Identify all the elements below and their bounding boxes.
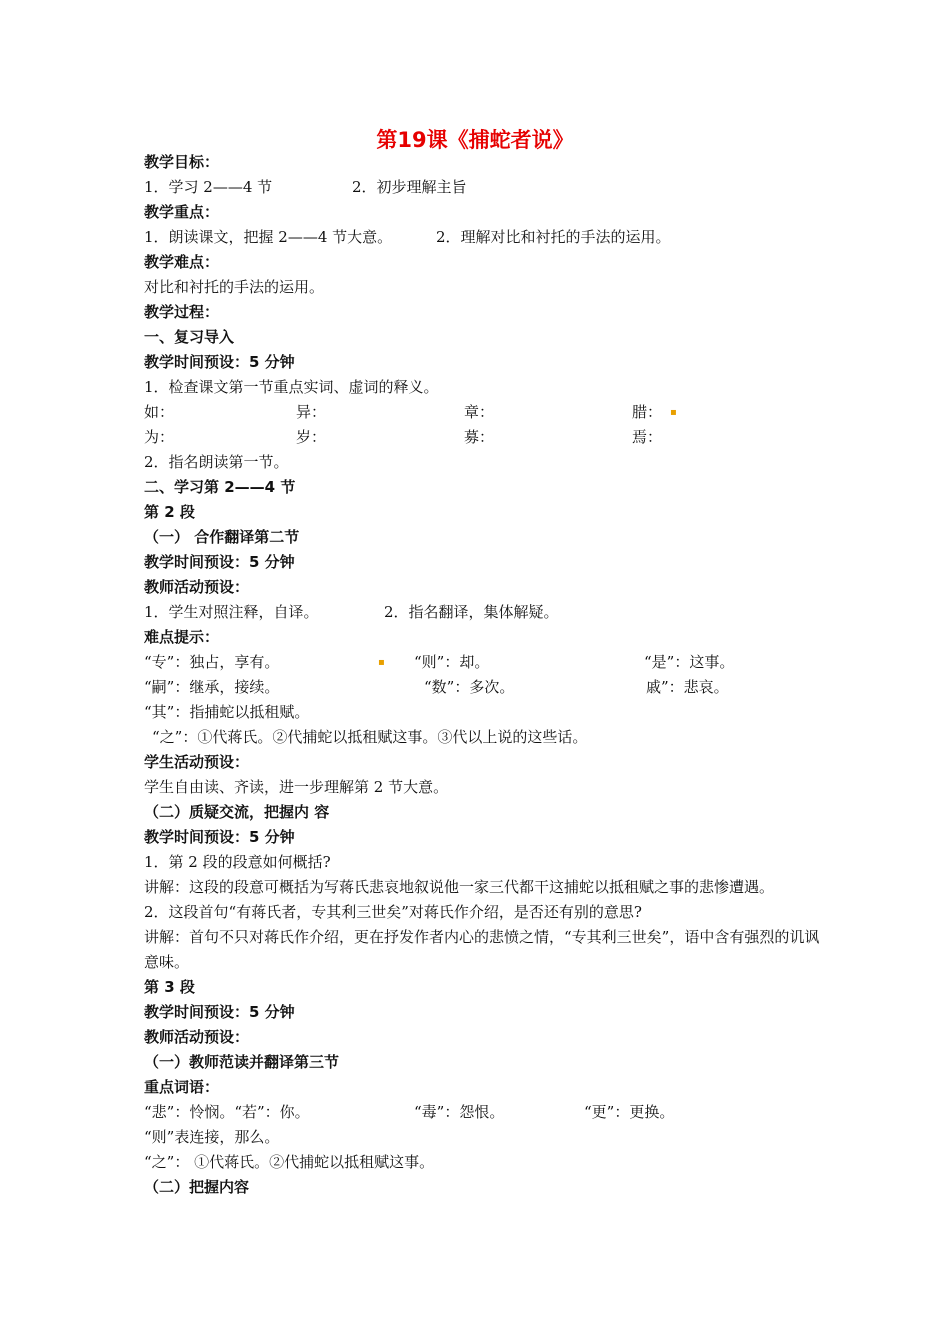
- hint-item: 戚”：悲哀。: [646, 678, 729, 696]
- hint-row-1: [144, 650, 824, 675]
- key-points-row: [144, 225, 824, 250]
- subheading: （一） 合作翻译第二节: [144, 528, 300, 546]
- paragraph-line: 1．检查课文第一节重点实词、虚词的释义。: [144, 378, 439, 396]
- hint-row-2: [144, 675, 824, 700]
- subheading: 第 2 段: [144, 503, 195, 521]
- section-review: 一、复习导入: [144, 328, 235, 346]
- paragraph-line: 2．指名朗读第一节。: [144, 453, 289, 471]
- hint-item: “专”：独占，享有。: [144, 653, 280, 671]
- vocab-item: 异：: [296, 403, 327, 421]
- key-point-2: 2．理解对比和衬托的手法的运用。: [436, 228, 671, 246]
- time-preset: 教学时间预设：5 分钟: [144, 553, 295, 571]
- key-words-row: [144, 1100, 824, 1125]
- document-body: [144, 150, 824, 1200]
- objective-2: 2．初步理解主旨: [352, 178, 467, 196]
- heading-key-points: 教学重点：: [144, 203, 220, 221]
- vocab-item: 焉：: [632, 428, 663, 446]
- paragraph-line: 1．第 2 段的段意如何概括?: [144, 853, 331, 871]
- vocab-row-1: [144, 400, 824, 425]
- paragraph-line: “则”表连接，那么。: [144, 1128, 280, 1146]
- key-word-item: “更”：更换。: [584, 1103, 675, 1121]
- stray-mark: ▪: [670, 407, 677, 418]
- key-point-1: 1．朗读课文，把握 2——4 节大意。: [144, 228, 393, 246]
- vocab-item: 腊：: [632, 403, 663, 421]
- subheading: 教师活动预设：: [144, 578, 250, 596]
- vocab-item: 募：: [464, 428, 495, 446]
- objectives-row: [144, 175, 824, 200]
- paragraph-line: 学生自由读、齐读，进一步理解第 2 节大意。: [144, 778, 449, 796]
- subheading: （二）质疑交流，把握内 容: [144, 803, 330, 821]
- paragraph-block: 讲解：这段的段意可概括为写蒋氏悲哀地叙说他一家三代都干这捕蛇以抵租赋之事的悲惨遭遇。: [144, 878, 775, 896]
- key-word-item: “毒”：怨恨。: [414, 1103, 505, 1121]
- heading-process: 教学过程：: [144, 303, 220, 321]
- heading-objectives: 教学目标：: [144, 153, 220, 171]
- paragraph-line: “之”： ①代蒋氏。②代捕蛇以抵租赋这事。: [144, 1153, 435, 1171]
- paragraph-block: 讲解：首句不只对蒋氏作介绍，更在抒发作者内心的悲愤之情，“专其利三世矣”，语中含有强烈的讥讽意味。: [144, 928, 820, 971]
- hint-item: “是”：这事。: [644, 653, 735, 671]
- subheading: 学生活动预设：: [144, 753, 250, 771]
- activity-item: 2．指名翻译，集体解疑。: [384, 603, 559, 621]
- hint-item: “嗣”：继承，接续。: [144, 678, 280, 696]
- stray-mark: ▪: [378, 657, 385, 668]
- vocab-item: 为：: [144, 428, 175, 446]
- time-preset: 教学时间预设：5 分钟: [144, 828, 295, 846]
- hint-item: “数”：多次。: [424, 678, 515, 696]
- subheading: （一）教师范读并翻译第三节: [144, 1053, 340, 1071]
- activity-row: [144, 600, 824, 625]
- difficulty-text: 对比和衬托的手法的运用。: [144, 278, 325, 296]
- time-preset: 教学时间预设：5 分钟: [144, 353, 295, 371]
- subheading: 重点词语：: [144, 1078, 220, 1096]
- subheading: 第 3 段: [144, 978, 195, 996]
- subheading: 教师活动预设：: [144, 1028, 250, 1046]
- subheading: 难点提示：: [144, 628, 220, 646]
- objective-1: 1．学习 2——4 节: [144, 178, 273, 196]
- paragraph-line: “之”：①代蒋氏。②代捕蛇以抵租赋这事。③代以上说的这些话。: [152, 728, 588, 746]
- paragraph-line: 2．这段首句“有蒋氏者，专其利三世矣”对蒋氏作介绍，是否还有别的意思?: [144, 903, 642, 921]
- section-study: 二、学习第 2——4 节: [144, 478, 296, 496]
- hint-item: “则”：却。: [414, 653, 490, 671]
- page-title: 第19课《捕蛇者说》: [376, 128, 574, 152]
- vocab-item: 章：: [464, 403, 495, 421]
- vocab-item: 如：: [144, 403, 175, 421]
- activity-item: 1．学生对照注释，自译。: [144, 603, 319, 621]
- vocab-item: 岁：: [296, 428, 327, 446]
- heading-difficulty: 教学难点：: [144, 253, 220, 271]
- subheading: （二）把握内容: [144, 1178, 250, 1196]
- key-word-item: “悲”：怜悯。“若”：你。: [144, 1103, 310, 1121]
- vocab-row-2: [144, 425, 824, 450]
- paragraph-line: “其”：指捕蛇以抵租赋。: [144, 703, 310, 721]
- time-preset: 教学时间预设：5 分钟: [144, 1003, 295, 1021]
